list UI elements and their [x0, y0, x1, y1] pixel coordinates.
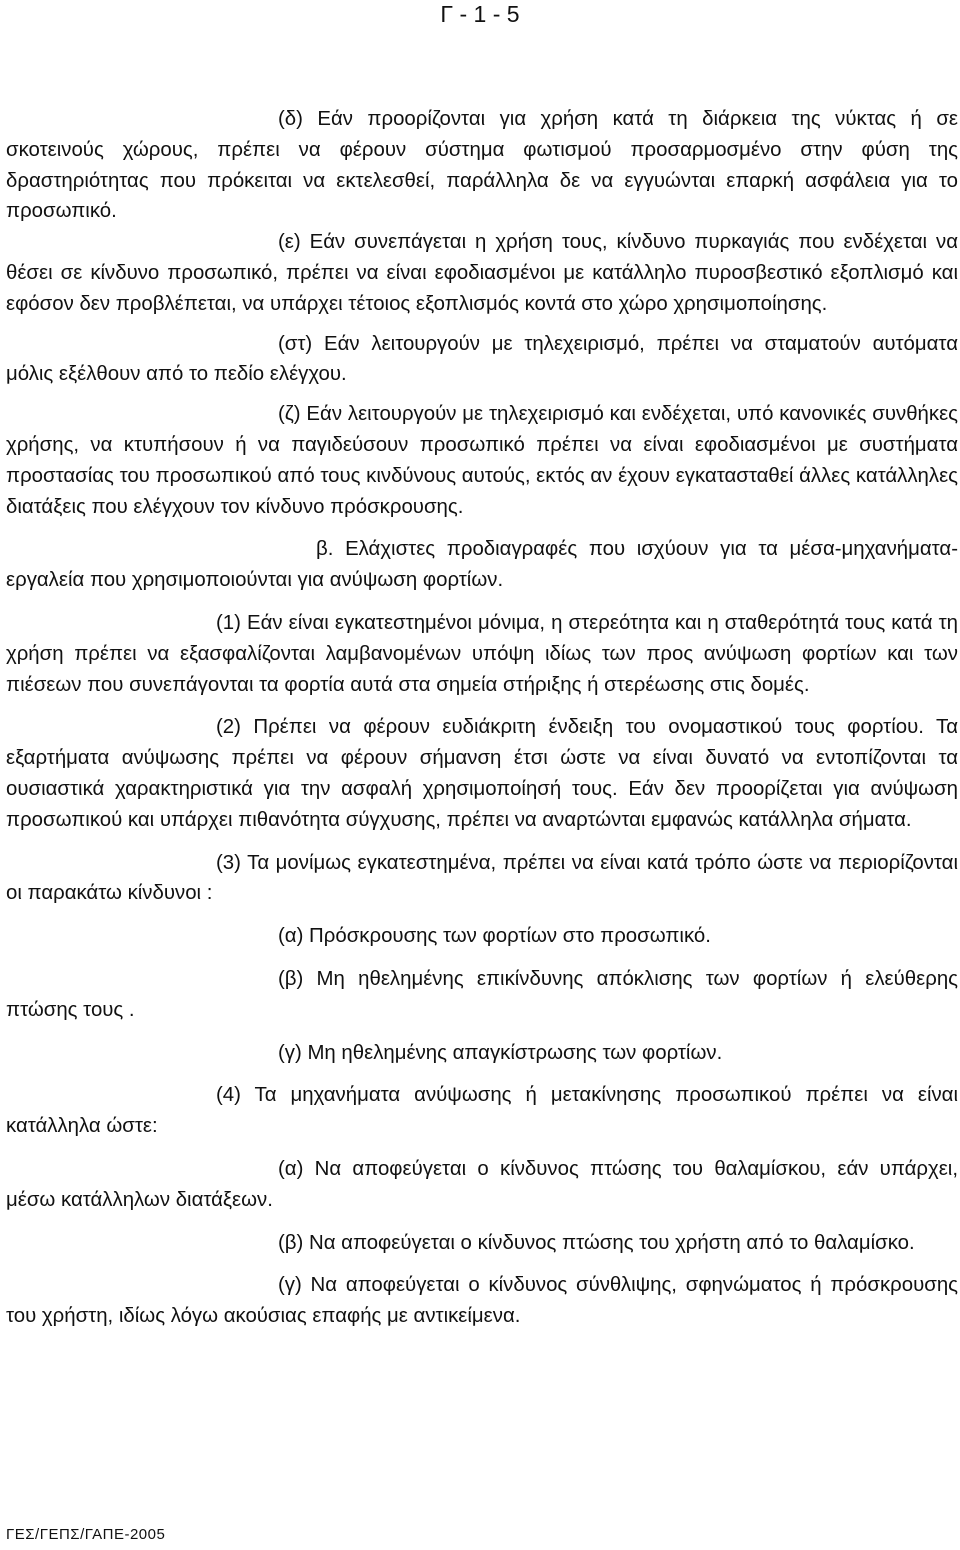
paragraph-2: (2) Πρέπει να φέρουν ευδιάκριτη ένδειξη του ονομαστικού τους φορτίου. Τα εξαρτήματα ανύψωσης πρέπει να φέρουν σήμανση έτσι ώστε να είναι δυνατό να εντοπίζονται τα ουσιαστικά χαρακτηριστικά για την ασφαλή χρησιμοποίησή τους. Εάν δεν προορίζεται για ανύψωση προσωπικού και υπάρχει πιθανότητα σύγχυσης, πρέπει να αναρτώνται εμφανώς κατάλληλα σήματα.: [6, 716, 958, 831]
paragraph-4: (4) Τα μηχανήματα ανύψωσης ή μετακίνησης προσωπικού πρέπει να είναι κατάλληλα ώστε:: [6, 1084, 958, 1138]
paragraph-4a: (α) Να αποφεύγεται ο κίνδυνος πτώσης του θαλαμίσκου, εάν υπάρχει, μέσω κατάλληλων διατάξεων.: [6, 1157, 958, 1211]
document-body: [6, 104, 958, 1332]
paragraph-4b: (β) Να αποφεύγεται ο κίνδυνος πτώσης του χρήστη από το θαλαμίσκο.: [278, 1231, 915, 1254]
paragraph-b: β. Ελάχιστες προδιαγραφές που ισχύουν για τα μέσα-μηχανήματα-εργαλεία που χρησιμοποιούνται για ανύψωση φορτίων.: [6, 538, 958, 592]
paragraph-1: (1) Εάν είναι εγκατεστημένοι μόνιμα, η στερεότητα και η σταθερότητά τους κατά τη χρήση πρέπει να εξασφαλίζονται λαμβανομένων υπόψη ιδίως των προς ανύψωση φορτίων και των πιέσεων που συνεπάγονται τα φορτία αυτά στα σημεία στήριξης ή στερέωσης στις δομές.: [6, 611, 958, 696]
paragraph-3c: (γ) Μη ηθελημένης απαγκίστρωσης των φορτίων.: [278, 1041, 723, 1064]
paragraph-z: (ζ) Εάν λειτουργούν με τηλεχειρισμό και ενδέχεται, υπό κανονικές συνθήκες χρήσης, να κτυπήσουν ή να παγιδεύσουν προσωπικό πρέπει να είναι εφοδιασμένοι με συστήματα προστασίας του προσωπικού από τους κινδύνους αυτούς, εκτός αν έχουν εγκατασταθεί άλλες κατάλληλες διατάξεις που ελέγχουν τον κίνδυνο πρόσκρουσης.: [6, 403, 958, 518]
paragraph-4c: (γ) Να αποφεύγεται ο κίνδυνος σύνθλιψης, σφηνώματος ή πρόσκρουσης του χρήστη, ιδίως λόγω ακούσιας επαφής με αντικείμενα.: [6, 1274, 958, 1328]
page-number: Γ - 1 - 5: [440, 1, 520, 27]
paragraph-st: (στ) Εάν λειτουργούν με τηλεχειρισμό, πρέπει να σταματούν αυτόματα μόλις εξέλθουν από το πεδίο ελέγχου.: [6, 332, 958, 386]
paragraph-d: (δ) Εάν προορίζονται για χρήση κατά τη διάρκεια της νύκτας ή σε σκοτεινούς χώρους, πρέπει να φέρουν σύστημα φωτισμού προσαρμοσμένο στην φύση της δραστηριότητας που πρόκειται να εκτελεσθεί, παράλληλα δε να εγγυώνται επαρκή ασφάλεια για το προσωπικό.: [6, 108, 958, 223]
paragraph-e: (ε) Εάν συνεπάγεται η χρήση τους, κίνδυνο πυρκαγιάς που ενδέχεται να θέσει σε κίνδυνο προσωπικό, πρέπει να είναι εφοδιασμένοι με κατάλληλο πυροσβεστικό εξοπλισμό και εφόσον δεν προβλέπεται, να υπάρχει τέτοιος εξοπλισμός κοντά στο χώρο χρησιμοποίησης.: [6, 231, 958, 315]
page-footer: ΓΕΣ/ΓΕΠΣ/ΓΑΠΕ-2005: [6, 1526, 166, 1543]
paragraph-3a: (α) Πρόσκρουσης των φορτίων στο προσωπικό.: [278, 925, 711, 948]
paragraph-3b: (β) Μη ηθελημένης επικίνδυνης απόκλισης των φορτίων ή ελεύθερης πτώσης τους .: [6, 967, 958, 1021]
paragraph-3: (3) Τα μονίμως εγκατεστημένα, πρέπει να είναι κατά τρόπο ώστε να περιορίζονται οι παρακάτω κίνδυνοι :: [6, 851, 958, 905]
